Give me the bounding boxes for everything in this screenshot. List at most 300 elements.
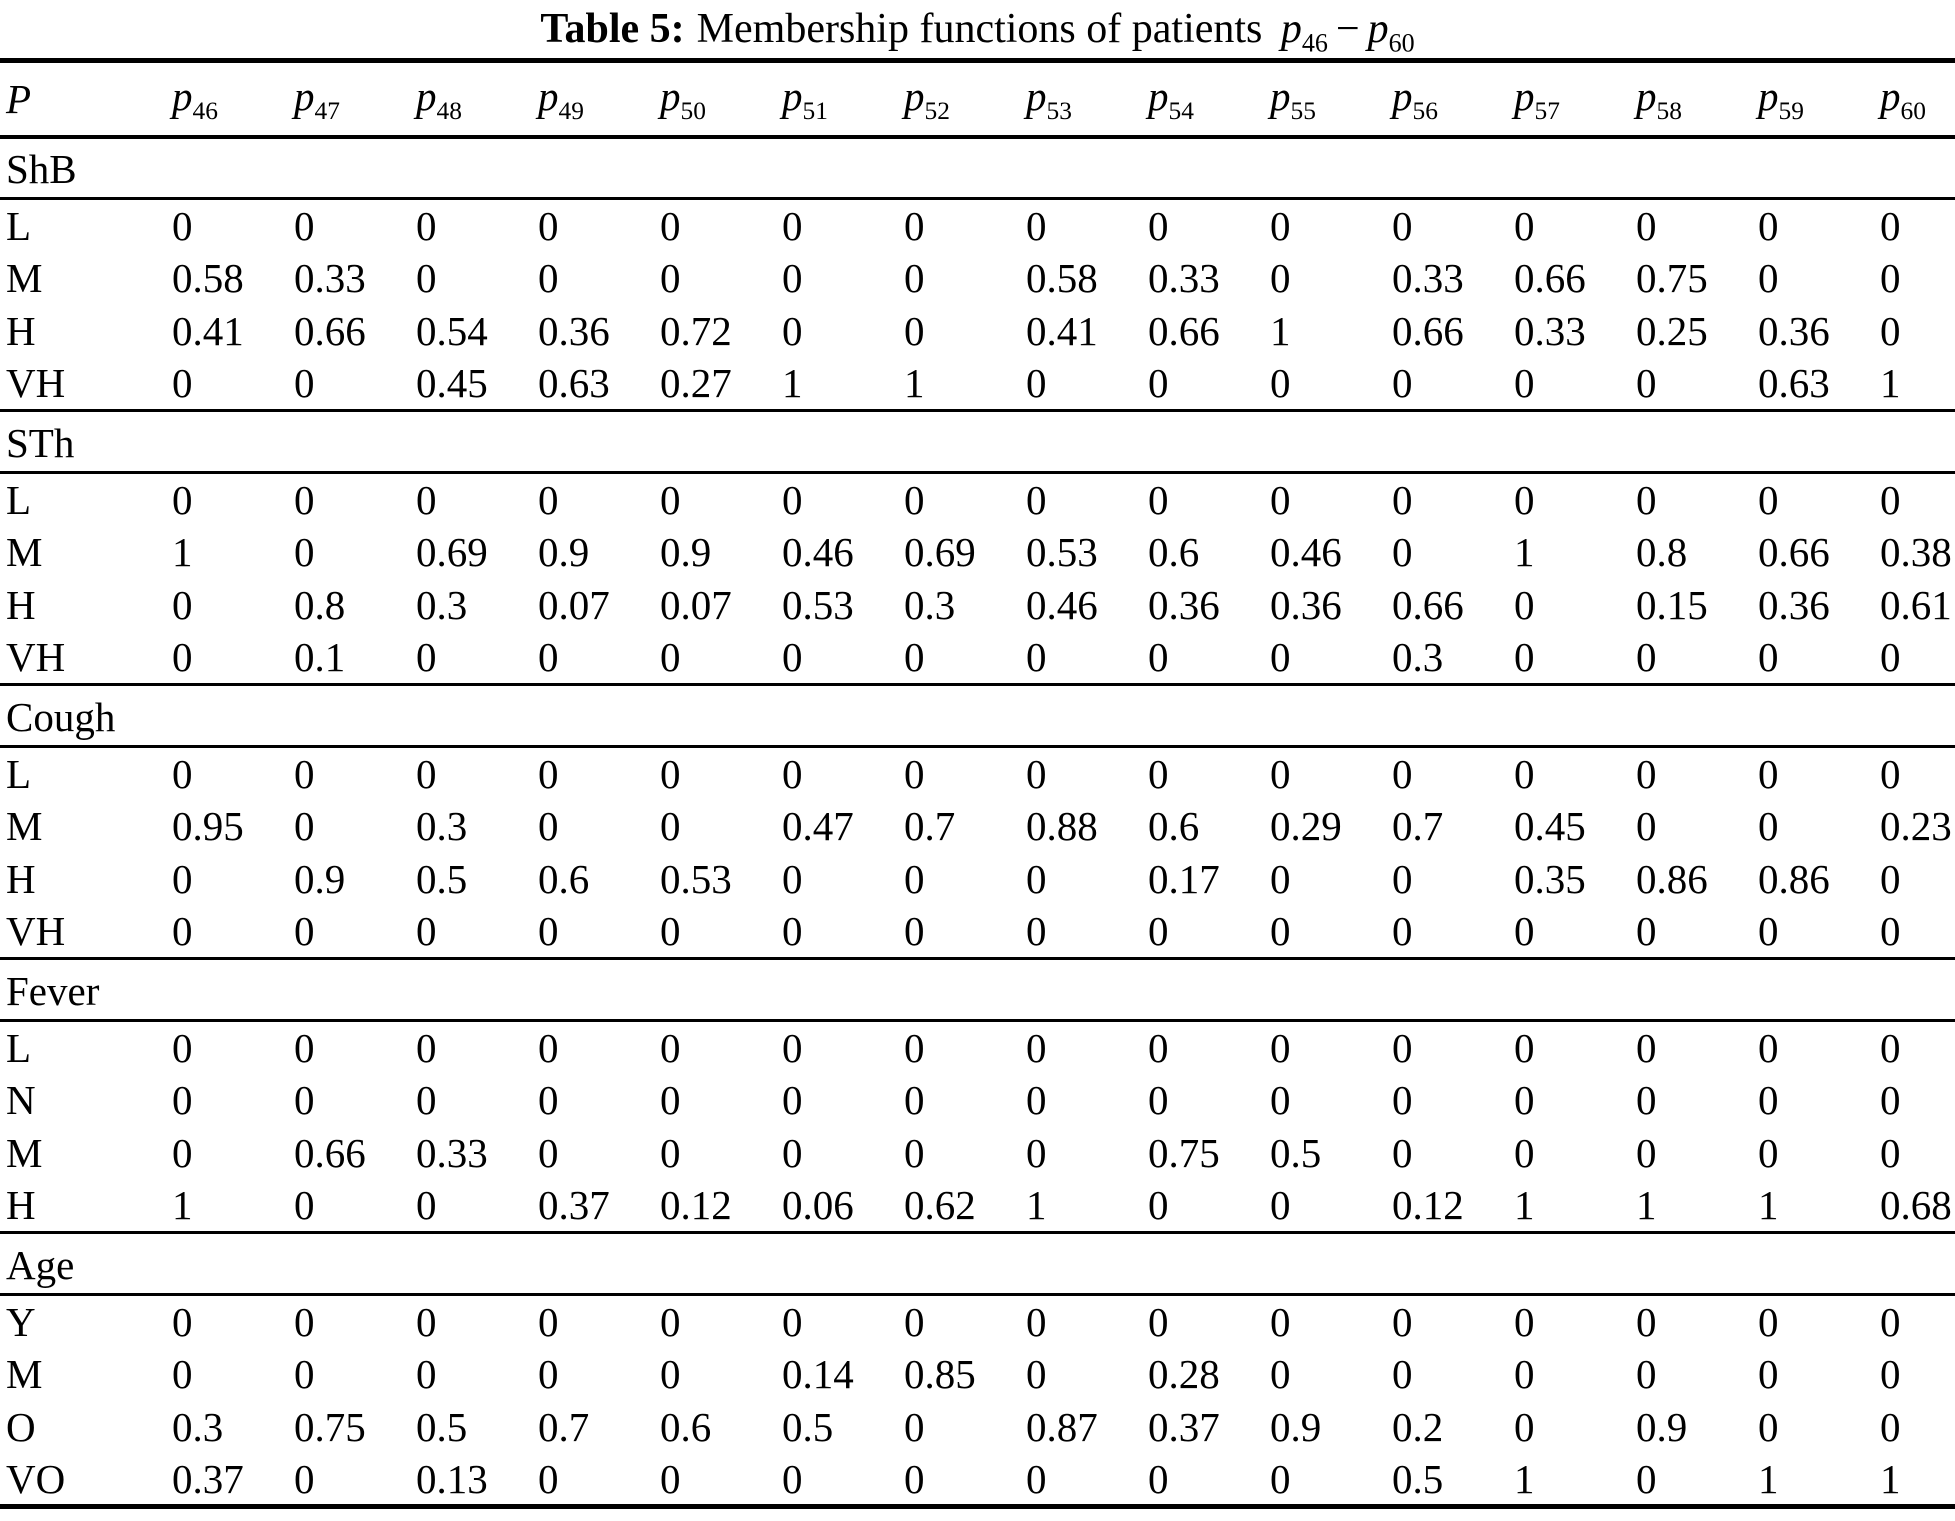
value-cell: 0 [660,803,681,849]
value-cell: 0 [1514,906,1636,959]
value-cell: 0.37 [172,1454,294,1507]
section-header-sth [0,411,1955,473]
patient-symbol: p [294,72,315,119]
value-cell: 0 [1636,632,1758,685]
patient-index: 53 [1046,96,1072,125]
value-cell: 0 [1148,202,1169,249]
patient-symbol: p [1758,72,1779,119]
value-cell: 0.66 [294,308,366,354]
value-cell: 0.17 [1148,856,1220,902]
value-cell: 0 [1758,803,1779,849]
patient-index: 51 [802,96,828,125]
value-cell: 0 [1026,1024,1047,1071]
value-cell: 0 [904,1404,925,1450]
value-cell: 0 [660,476,681,523]
value-cell: 0.07 [660,582,732,628]
value-cell: 0 [782,906,904,959]
value-cell: 1 [1514,529,1535,575]
value-cell: 0 [538,1024,559,1071]
value-cell: 1 [1758,1454,1880,1507]
value-cell: 0 [294,1077,315,1123]
value-cell: 0.53 [660,856,732,902]
patient-index: 58 [1656,96,1682,125]
value-cell: 0.41 [1026,308,1098,354]
value-cell: 0 [1636,1024,1657,1071]
value-cell: 0 [660,1454,782,1507]
value-cell: 0 [294,1351,315,1397]
section-label: Age [0,1233,1955,1295]
value-cell: 0.29 [1270,803,1342,849]
patient-index: 56 [1412,96,1438,125]
value-cell: 0.69 [904,529,976,575]
value-cell: 0 [172,906,294,959]
header-cell-variable [0,61,172,137]
value-cell: 0 [294,529,315,575]
value-cell: 0 [294,476,315,523]
value-cell: 0 [1270,358,1392,411]
value-cell: 0 [1636,1130,1657,1176]
value-cell: 0 [1026,632,1148,685]
value-cell: 0 [1392,906,1514,959]
value-cell: 0 [904,1077,925,1123]
value-cell: 0 [1392,1024,1413,1071]
value-cell: 0 [1880,1024,1901,1071]
value-cell: 0 [538,632,660,685]
row-label: VH [0,632,172,685]
value-cell: 0 [660,255,681,301]
table-row-fever-m [0,1127,1955,1180]
value-cell: 0 [782,1298,803,1345]
value-cell: 0.62 [904,1180,1026,1233]
variable-symbol: P [6,75,32,122]
value-cell: 0.37 [1148,1404,1220,1450]
value-cell: 0.86 [1758,856,1830,902]
value-cell: 1 [1880,358,1955,411]
value-cell: 0.45 [1514,803,1586,849]
value-cell: 0 [1392,202,1413,249]
value-cell: 0.37 [538,1180,660,1233]
section-label: STh [0,411,1955,473]
value-cell: 0 [1880,1130,1901,1176]
section-header-fever [0,959,1955,1021]
value-cell: 0 [1636,750,1657,797]
value-cell: 0 [904,1130,925,1176]
value-cell: 0 [172,750,193,797]
value-cell: 0 [538,750,559,797]
value-cell: 0 [1392,529,1413,575]
value-cell: 1 [1514,1454,1636,1507]
value-cell: 0 [1636,1298,1657,1345]
value-cell: 0.3 [172,1404,224,1450]
value-cell: 0 [416,1180,538,1233]
value-cell: 0 [1880,1404,1901,1450]
value-cell: 0.66 [1148,308,1220,354]
value-cell: 0 [172,1130,193,1176]
table-row-age-vo [0,1454,1955,1507]
patient-symbol: p [1270,72,1291,119]
value-cell: 0 [1148,1024,1169,1071]
table-row-shb-l [0,199,1955,252]
value-cell: 0 [1392,856,1413,902]
value-cell: 0.7 [904,803,956,849]
value-cell: 0.3 [1392,632,1514,685]
value-cell: 0.9 [1270,1404,1322,1450]
value-cell: 0.8 [1636,529,1688,575]
value-cell: 0 [782,255,803,301]
patient-index: 54 [1168,96,1194,125]
range-separator: − [1335,6,1360,52]
value-cell: 0 [1392,358,1514,411]
value-cell: 0 [1026,1130,1047,1176]
patient-index: 48 [436,96,462,125]
value-cell: 0 [1880,202,1901,249]
value-cell: 0.9 [538,529,590,575]
value-cell: 0 [782,308,803,354]
value-cell: 0 [904,308,925,354]
value-cell: 0 [660,750,681,797]
table-row-fever-l [0,1021,1955,1074]
value-cell: 0.86 [1636,856,1708,902]
section-label: Fever [0,959,1955,1021]
header-cell-p48 [416,61,538,137]
value-cell: 0 [1636,1351,1657,1397]
row-label: Y [6,1298,36,1345]
patient-symbol: p [172,72,193,119]
value-cell: 0 [1880,308,1901,354]
section-label: ShB [0,137,1955,199]
value-cell: 0 [782,1130,803,1176]
header-cell-p51 [782,61,904,137]
value-cell: 0 [1270,202,1291,249]
value-cell: 0.6 [538,856,590,902]
caption-patient-range [1280,6,1415,58]
value-cell: 0 [1270,906,1392,959]
value-cell: 0 [172,1024,193,1071]
value-cell: 0 [1758,202,1779,249]
value-cell: 0 [782,1077,803,1123]
row-label: M [6,255,43,301]
row-label: M [6,1351,43,1397]
row-label: H [6,582,36,628]
value-cell: 0.46 [1026,582,1098,628]
value-cell: 0.25 [1636,308,1708,354]
value-cell: 0 [904,202,925,249]
value-cell: 0 [660,1024,681,1071]
value-cell: 0 [1148,906,1270,959]
row-label: L [6,476,32,523]
value-cell: 0 [416,1351,437,1397]
value-cell: 1 [904,358,1026,411]
value-cell: 0 [1270,856,1291,902]
header-cell-p49 [538,61,660,137]
value-cell: 0.3 [416,803,468,849]
table-row-cough-m [0,800,1955,853]
value-cell: 0 [416,476,437,523]
value-cell: 0 [416,255,437,301]
value-cell: 0 [1514,750,1535,797]
patient-index: 59 [1778,96,1804,125]
value-cell: 0.5 [1392,1454,1514,1507]
value-cell: 0.63 [1758,358,1880,411]
value-cell: 0.33 [1392,255,1464,301]
value-cell: 0 [1392,750,1413,797]
table-caption [0,0,1955,58]
value-cell: 0 [172,856,193,902]
row-label: M [6,803,43,849]
value-cell: 0 [538,803,559,849]
value-cell: 0 [1026,1454,1148,1507]
value-cell: 0 [904,1298,925,1345]
value-cell: 0 [1026,856,1047,902]
value-cell: 0 [904,255,925,301]
value-cell: 0 [1880,750,1901,797]
header-row [0,61,1955,137]
patient-symbol: p [1514,72,1535,119]
row-label: VH [0,906,172,959]
value-cell: 0 [538,202,559,249]
value-cell: 0 [1758,750,1779,797]
row-label: VO [0,1454,172,1507]
value-cell: 0 [1148,1454,1270,1507]
value-cell: 0.7 [1392,803,1444,849]
row-label: L [6,202,32,249]
value-cell: 0.15 [1636,582,1708,628]
value-cell: 0 [294,750,315,797]
value-cell: 0 [1392,1077,1413,1123]
patient-symbol: p [1280,6,1302,52]
value-cell: 0 [1880,1077,1901,1123]
value-cell: 0 [1392,476,1413,523]
patient-symbol: p [1636,72,1657,119]
value-cell: 0.2 [1392,1404,1444,1450]
value-cell: 0.75 [294,1404,366,1450]
section-header-age [0,1233,1955,1295]
row-label: N [6,1077,36,1123]
value-cell: 0 [1758,1351,1779,1397]
value-cell: 0.58 [1026,255,1098,301]
value-cell: 0 [1514,1077,1535,1123]
value-cell: 1 [1270,308,1291,354]
value-cell: 0 [1270,1077,1291,1123]
value-cell: 0 [294,202,315,249]
value-cell: 0.72 [660,308,732,354]
patient-index: 52 [924,96,950,125]
table-row-shb-vh [0,358,1955,411]
value-cell: 0 [1026,202,1047,249]
value-cell: 0 [1148,632,1270,685]
value-cell: 0 [660,1351,681,1397]
value-cell: 0 [1636,1077,1657,1123]
value-cell: 0 [782,856,803,902]
value-cell: 0 [1758,1130,1779,1176]
row-label: H [6,308,36,354]
value-cell: 0 [1148,1077,1169,1123]
value-cell: 0.68 [1880,1180,1955,1233]
value-cell: 0 [538,1454,660,1507]
patient-symbol: p [904,72,925,119]
value-cell: 0 [538,1351,559,1397]
row-label: O [6,1404,36,1450]
value-cell: 0 [416,750,437,797]
value-cell: 0.3 [904,582,956,628]
row-label: H [0,1180,172,1233]
value-cell: 0 [1880,1351,1901,1397]
row-label: VH [0,358,172,411]
value-cell: 0 [416,632,538,685]
value-cell: 0 [1392,1130,1413,1176]
value-cell: 0.33 [1148,255,1220,301]
value-cell: 0 [538,1130,559,1176]
value-cell: 1 [1880,1454,1955,1507]
value-cell: 0.36 [1270,582,1342,628]
table-row-fever-n [0,1074,1955,1127]
value-cell: 0 [1758,1298,1779,1345]
value-cell: 0.53 [1026,529,1098,575]
value-cell: 0 [1270,255,1291,301]
section-header-cough [0,685,1955,747]
header-cell-p50 [660,61,782,137]
value-cell: 0 [782,476,803,523]
row-label: L [6,1024,32,1071]
value-cell: 0.5 [782,1404,834,1450]
value-cell: 0 [1514,632,1636,685]
value-cell: 0.61 [1880,582,1952,628]
header-cell-p60 [1880,61,1955,137]
patient-symbol: p [1026,72,1047,119]
value-cell: 0 [294,1298,315,1345]
table-row-cough-l [0,747,1955,800]
value-cell: 0 [1270,1180,1392,1233]
value-cell: 0 [1514,1024,1535,1071]
value-cell: 0 [1758,632,1880,685]
value-cell: 0 [1758,906,1880,959]
value-cell: 0.38 [1880,529,1952,575]
value-cell: 0 [294,358,416,411]
value-cell: 0.87 [1026,1404,1098,1450]
header-cell-p55 [1270,61,1392,137]
value-cell: 0.36 [538,308,610,354]
table-row-sth-l [0,473,1955,526]
table-row-fever-h [0,1180,1955,1233]
patient-symbol: p [1880,72,1901,119]
patient-symbol: p [416,72,437,119]
patient-index-start: 46 [1301,28,1328,58]
table-row-shb-m [0,252,1955,305]
value-cell: 0.95 [172,803,244,849]
value-cell: 0.33 [1514,308,1586,354]
value-cell: 0 [904,906,1026,959]
value-cell: 0 [1392,1298,1413,1345]
value-cell: 0 [1636,476,1657,523]
value-cell: 0 [416,1077,437,1123]
value-cell: 0.5 [1270,1130,1322,1176]
patient-symbol: p [782,72,803,119]
value-cell: 1 [1636,1180,1758,1233]
value-cell: 0 [660,632,782,685]
value-cell: 0 [172,1077,193,1123]
row-label: L [6,750,32,797]
value-cell: 1 [172,1180,294,1233]
value-cell: 0 [1026,1077,1047,1123]
value-cell: 0 [294,1454,416,1507]
value-cell: 0.23 [1880,803,1952,849]
value-cell: 0 [1880,632,1955,685]
table-row-sth-m [0,526,1955,579]
value-cell: 0 [660,202,681,249]
value-cell: 0 [416,906,538,959]
value-cell: 0.5 [416,1404,468,1450]
value-cell: 0.6 [1148,803,1200,849]
value-cell: 0.66 [1758,529,1830,575]
value-cell: 0 [172,1351,193,1397]
value-cell: 0 [904,1454,1026,1507]
value-cell: 0.41 [172,308,244,354]
value-cell: 0.66 [294,1130,366,1176]
value-cell: 0 [1636,906,1758,959]
caption-text: Membership functions of patients [696,6,1263,52]
table-row-age-o [0,1401,1955,1454]
patient-index-end: 60 [1388,28,1415,58]
value-cell: 0.9 [660,529,712,575]
value-cell: 0 [1514,1351,1535,1397]
value-cell: 1 [1514,1180,1636,1233]
value-cell: 0.33 [416,1130,488,1176]
value-cell: 0 [1880,1298,1901,1345]
value-cell: 0.53 [782,582,854,628]
value-cell: 0.07 [538,582,610,628]
value-cell: 0 [294,803,315,849]
header-cell-p57 [1514,61,1636,137]
value-cell: 0 [1270,1351,1291,1397]
value-cell: 0 [1636,202,1657,249]
value-cell: 0 [1758,1404,1779,1450]
value-cell: 0 [1026,358,1148,411]
value-cell: 0 [416,202,437,249]
value-cell: 0 [1270,632,1392,685]
value-cell: 0 [660,1298,681,1345]
row-label: M [6,529,43,575]
patient-symbol: p [660,72,681,119]
header-cell-p54 [1148,61,1270,137]
header-cell-p47 [294,61,416,137]
patient-index: 50 [680,96,706,125]
value-cell: 0.75 [1148,1130,1220,1176]
value-cell: 0.28 [1148,1351,1220,1397]
patient-index: 60 [1900,96,1926,125]
value-cell: 0 [1148,1180,1270,1233]
value-cell: 0 [1758,255,1779,301]
value-cell: 0.9 [1636,1404,1688,1450]
section-label: Cough [0,685,1955,747]
value-cell: 1 [172,529,193,575]
value-cell: 0.12 [1392,1180,1514,1233]
value-cell: 0 [1270,1024,1291,1071]
value-cell: 0 [1880,856,1901,902]
value-cell: 0.8 [294,582,346,628]
value-cell: 0 [538,476,559,523]
value-cell: 0 [782,202,803,249]
table-row-sth-vh [0,632,1955,685]
value-cell: 0.9 [294,856,346,902]
value-cell: 0 [1270,750,1291,797]
header-cell-p52 [904,61,1026,137]
table-body [0,137,1955,1507]
value-cell: 0 [1514,582,1535,628]
row-label: H [6,856,36,902]
value-cell: 0.35 [1514,856,1586,902]
value-cell: 0 [660,1077,681,1123]
value-cell: 0 [294,1024,315,1071]
